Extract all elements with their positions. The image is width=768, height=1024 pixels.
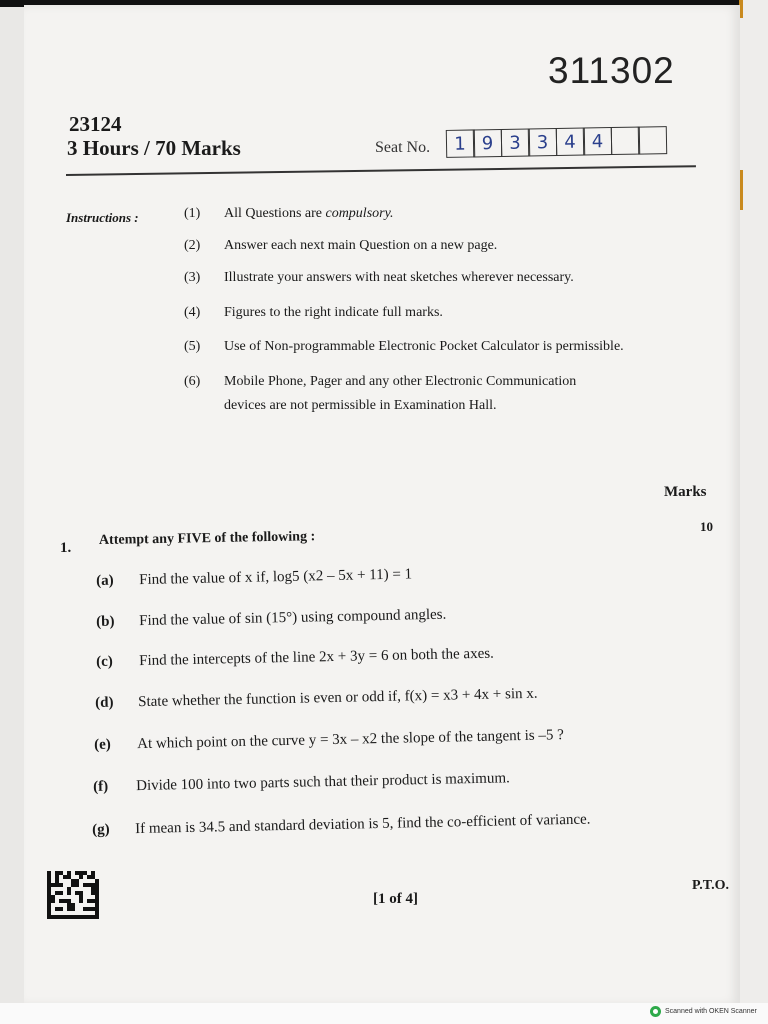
sub-question-text: Find the intercepts of the line 2x + 3y = 6 on both the axes. (138, 645, 495, 670)
seat-digit-box (638, 126, 667, 155)
seat-number-label: Seat No. (375, 139, 431, 156)
sub-question-label: (a) (96, 572, 114, 589)
sub-question-label: (b) (96, 613, 115, 630)
sub-question-label: (c) (96, 653, 113, 670)
instruction-text: Figures to the right indicate full marks. (224, 305, 443, 320)
instruction-number: (4) (184, 305, 201, 320)
instruction-text-continued: devices are not permissible in Examination Hall. (224, 398, 497, 413)
question-marks: 10 (700, 519, 713, 534)
seat-digit-box: 1 (445, 129, 474, 158)
instruction-number: (1) (184, 206, 201, 221)
instruction-emphasis: compulsory. (325, 206, 394, 221)
instruction-text: Illustrate your answers with neat sketches wherever necessary. (224, 270, 574, 285)
barcode-matrix (47, 870, 99, 920)
instruction-text: Answer each next main Question on a new page. (224, 238, 498, 253)
question-number: 1. (60, 540, 72, 556)
scanner-text: Scanned with OKEN Scanner (665, 1008, 757, 1015)
sub-question-text: At which point on the curve y = 3x – x2 the slope of the tangent is –5 ? (136, 727, 564, 753)
instruction-number: (5) (184, 339, 201, 354)
please-turn-over: P.T.O. (692, 878, 729, 893)
sub-question-text: Divide 100 into two parts such that their product is maximum. (135, 770, 510, 795)
sub-question-text: Find the value of x if, log5 (x2 – 5x + 11) = 1 (138, 566, 413, 589)
instruction-number: (3) (184, 270, 201, 285)
seat-digit-box: 4 (555, 128, 584, 157)
sub-question-text: Find the value of sin (15°) using compound angles. (138, 606, 447, 630)
duration-marks: 3 Hours / 70 Marks (67, 136, 241, 160)
instruction-number: (2) (184, 238, 201, 253)
seat-digit-box: 3 (500, 128, 529, 157)
seat-number-boxes (447, 126, 667, 158)
page-number: [1 of 4] (373, 891, 418, 907)
subject-code: 23124 (69, 112, 122, 136)
seat-digit-box: 4 (583, 127, 612, 156)
scanner-logo-icon (650, 1006, 661, 1017)
question-title: Attempt any FIVE of the following : (98, 529, 316, 548)
sub-question-label: (e) (94, 736, 111, 753)
scanner-watermark (650, 1006, 757, 1017)
sub-question-text: State whether the function is even or odd if, f(x) = x3 + 4x + sin x. (137, 685, 538, 711)
instruction-text: Use of Non-programmable Electronic Pocket Calculator is permissible. (224, 339, 624, 354)
instructions-heading: Instructions : (66, 210, 139, 225)
seat-digit-box: 9 (473, 129, 502, 158)
sub-question-label: (d) (95, 694, 114, 711)
sub-question-label: (g) (92, 821, 110, 838)
instruction-text: All Questions are compulsory. (224, 206, 394, 221)
page-right-margin (740, 0, 768, 1024)
seat-digit-box (610, 127, 639, 156)
instruction-text: Mobile Phone, Pager and any other Electronic Communication (224, 374, 577, 389)
sub-question-text: If mean is 34.5 and standard deviation is 5, find the co-efficient of variance. (134, 811, 591, 838)
instruction-number: (6) (184, 374, 201, 389)
seat-digit-box: 3 (528, 128, 557, 157)
marks-column-heading: Marks (664, 484, 707, 500)
sub-question-label: (f) (93, 778, 109, 795)
paper-code: 311302 (548, 50, 675, 91)
